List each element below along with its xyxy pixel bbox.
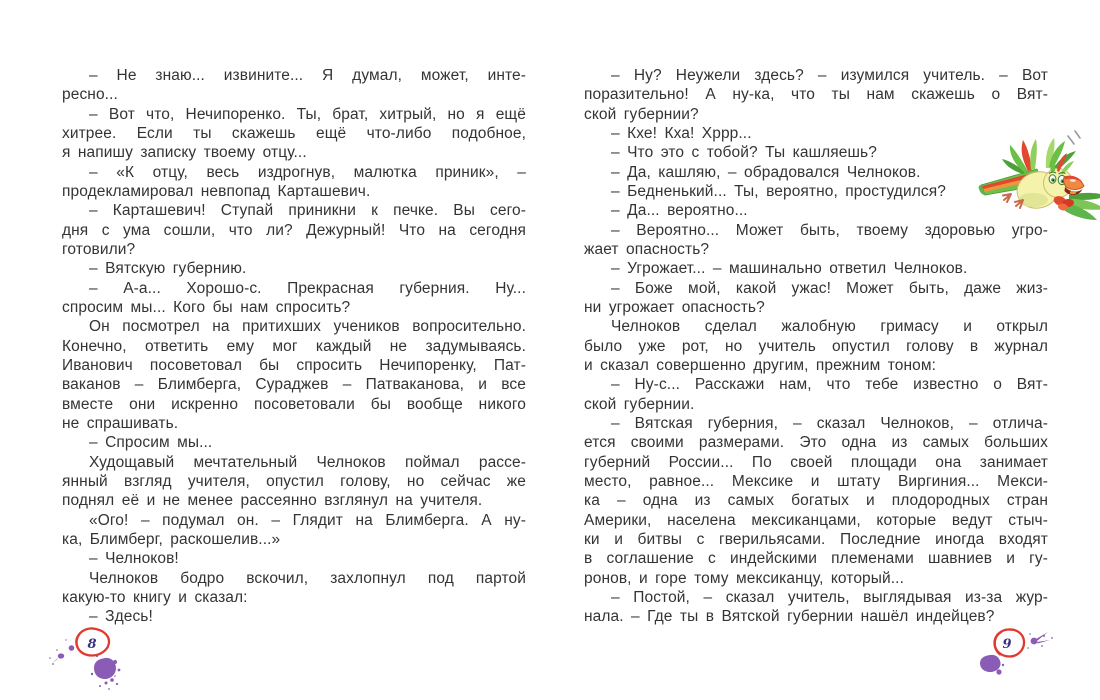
text-line: губерний России... По своей площади она занимает [584,453,1048,471]
paragraph [62,607,526,626]
text-line: – А-а... Хорошо-с. Прекрасная губерния. Ну... [89,279,526,297]
text-line: ресно... [62,86,118,104]
text-line: – Да... вероятно... [611,202,748,220]
paragraph [584,279,1048,318]
text-line: Конечно, ответить ему мог каждый не задумываясь. [62,337,526,355]
paragraph [62,259,526,278]
paragraph [62,453,526,511]
paragraph [62,105,526,163]
text-line: – «К отцу, весь издрогнув, малютка приник», – [89,163,526,181]
paragraph [62,279,526,318]
text-line: «Ого! – подумал он. – Глядит на Блимберга. А ну- [89,511,526,529]
text-line: – Что это с тобой? Ты кашляешь? [611,144,877,162]
paragraph [62,201,526,259]
page-number-decoration-right [968,608,1068,686]
text-line: ется своими размерами. Это одна из самых больших [584,434,1048,452]
text-line: ваканов – Блимберга, Сураджев – Патваканова, и все [62,376,526,394]
text-line: ской губернии. [584,395,695,413]
page-number-decoration-left [45,612,130,697]
text-line: ка, Блимберг, раскошелив...» [62,530,281,548]
text-line: жает опасность? [584,240,710,258]
text-line: – Ну-с... Расскажи нам, что тебе известно о Вят- [611,376,1048,394]
text-line: поднял её и не менее рассеянно взглянул на учителя. [62,492,483,510]
text-line: – Здесь! [89,608,153,626]
paragraph [584,259,1048,278]
text-line: янный взгляд учителя, опустил голову, но сейчас же [62,472,526,490]
left-page-text [62,66,526,627]
text-line: – Вятскую губернию. [89,260,247,278]
paragraph [584,375,1048,414]
text-line: готовили? [62,240,136,258]
text-line: ка – одна из самых богатых и плодородных стран [584,492,1048,510]
paragraph [62,433,526,452]
text-line: ской губернии? [584,105,699,123]
text-line: ронов, и горе тому мексиканцу, который... [584,569,904,587]
text-line: Челноков бодро вскочил, захлопнул под партой [89,569,526,587]
page-number-left: 8 [87,637,97,652]
text-line: – Карташевич! Ступай приникни к печке. Вы сего- [89,202,526,220]
text-line: и сказал совершенно другим, прежним тоном: [584,356,937,374]
text-line: место, равное... Мексике и штату Виргиния... Мекси- [584,472,1048,490]
flying-parrot-icon [965,127,1100,245]
text-line: было уже рот, но учитель опустил голову в журнал [584,337,1048,355]
text-line: не спрашивать. [62,414,179,432]
text-line: продекламировал невпопад Карташевич. [62,182,371,200]
text-line: – Постой, – сказал учитель, выглядывая из-за жур- [611,588,1048,606]
text-line: Худощавый мечтательный Челноков поймал рассе- [89,453,526,471]
text-line: – Вероятно... Может быть, твоему здоровью угро- [611,221,1048,239]
text-line: – Спросим мы... [89,434,213,452]
paragraph [62,66,526,105]
text-line: – Ну? Неужели здесь? – изумился учитель. – Вот [611,67,1048,84]
text-line: – Челноков! [89,550,179,568]
text-line: – Да, кашляю, – обрадовался Челноков. [611,163,921,181]
text-line: ки и битвы с гверильясами. Последние иногда входят [584,530,1048,548]
text-line: – Не знаю... извините... Я думал, может, инте- [89,67,526,84]
text-line: в соглашение с индейскими племенами шавниев и гу- [584,550,1048,568]
text-line: какую-то книгу и сказал: [62,588,248,606]
parrot-left-wing [1002,139,1037,174]
text-line: нала. – Где ты в Вятской губернии нашёл индейцев? [584,608,995,626]
text-line: Иванович посоветовал бы спросить Нечипоренку, Пат- [62,356,526,374]
text-line: поразительно! А ну-ка, что ты нам скажешь о Вят- [584,86,1048,104]
text-line: дня с ума сошли, что ли? Дежурный! Что на сегодня [62,221,526,239]
parrot-beak [1064,176,1084,195]
text-line: – Вот что, Нечипоренко. Ты, брат, хитрый, но я ещё [89,105,526,123]
text-line: – Боже мой, какой ужас! Может быть, даже жиз- [611,279,1048,297]
paragraph [62,317,526,433]
text-line: – Угрожает... – машинально ответил Челноков. [611,260,968,278]
text-line: – Кхе! Кха! Хррр... [611,124,752,142]
text-line: хитрее. Если ты скажешь ещё что-либо подобное, [62,124,526,142]
text-line: – Бедненький... Ты, вероятно, простудился? [611,182,946,200]
text-line: – Вятская губерния, – сказал Челноков, – отлича- [611,414,1048,432]
text-line: спросим мы... Кого бы нам спросить? [62,298,351,316]
paragraph [62,163,526,202]
paragraph [62,511,526,550]
text-line: ни угрожает опасность? [584,298,765,316]
paragraph [584,414,1048,588]
motion-marks-icon [1068,131,1080,144]
text-line: Он посмотрел на притихших учеников вопросительно. [89,318,526,336]
text-line: Челноков сделал жалобную гримасу и открыл [611,318,1048,336]
paragraph [584,317,1048,375]
paragraph [584,66,1048,124]
paragraph [62,549,526,568]
page-number-right: 9 [1002,637,1012,652]
text-line: вместе они искренно посоветовали бы вообще никого [62,395,526,413]
text-line: Америки, населена мексиканцами, которые ведут стыч- [584,511,1048,529]
paragraph [62,569,526,608]
text-line: я напишу записку твоему отцу... [62,144,307,162]
